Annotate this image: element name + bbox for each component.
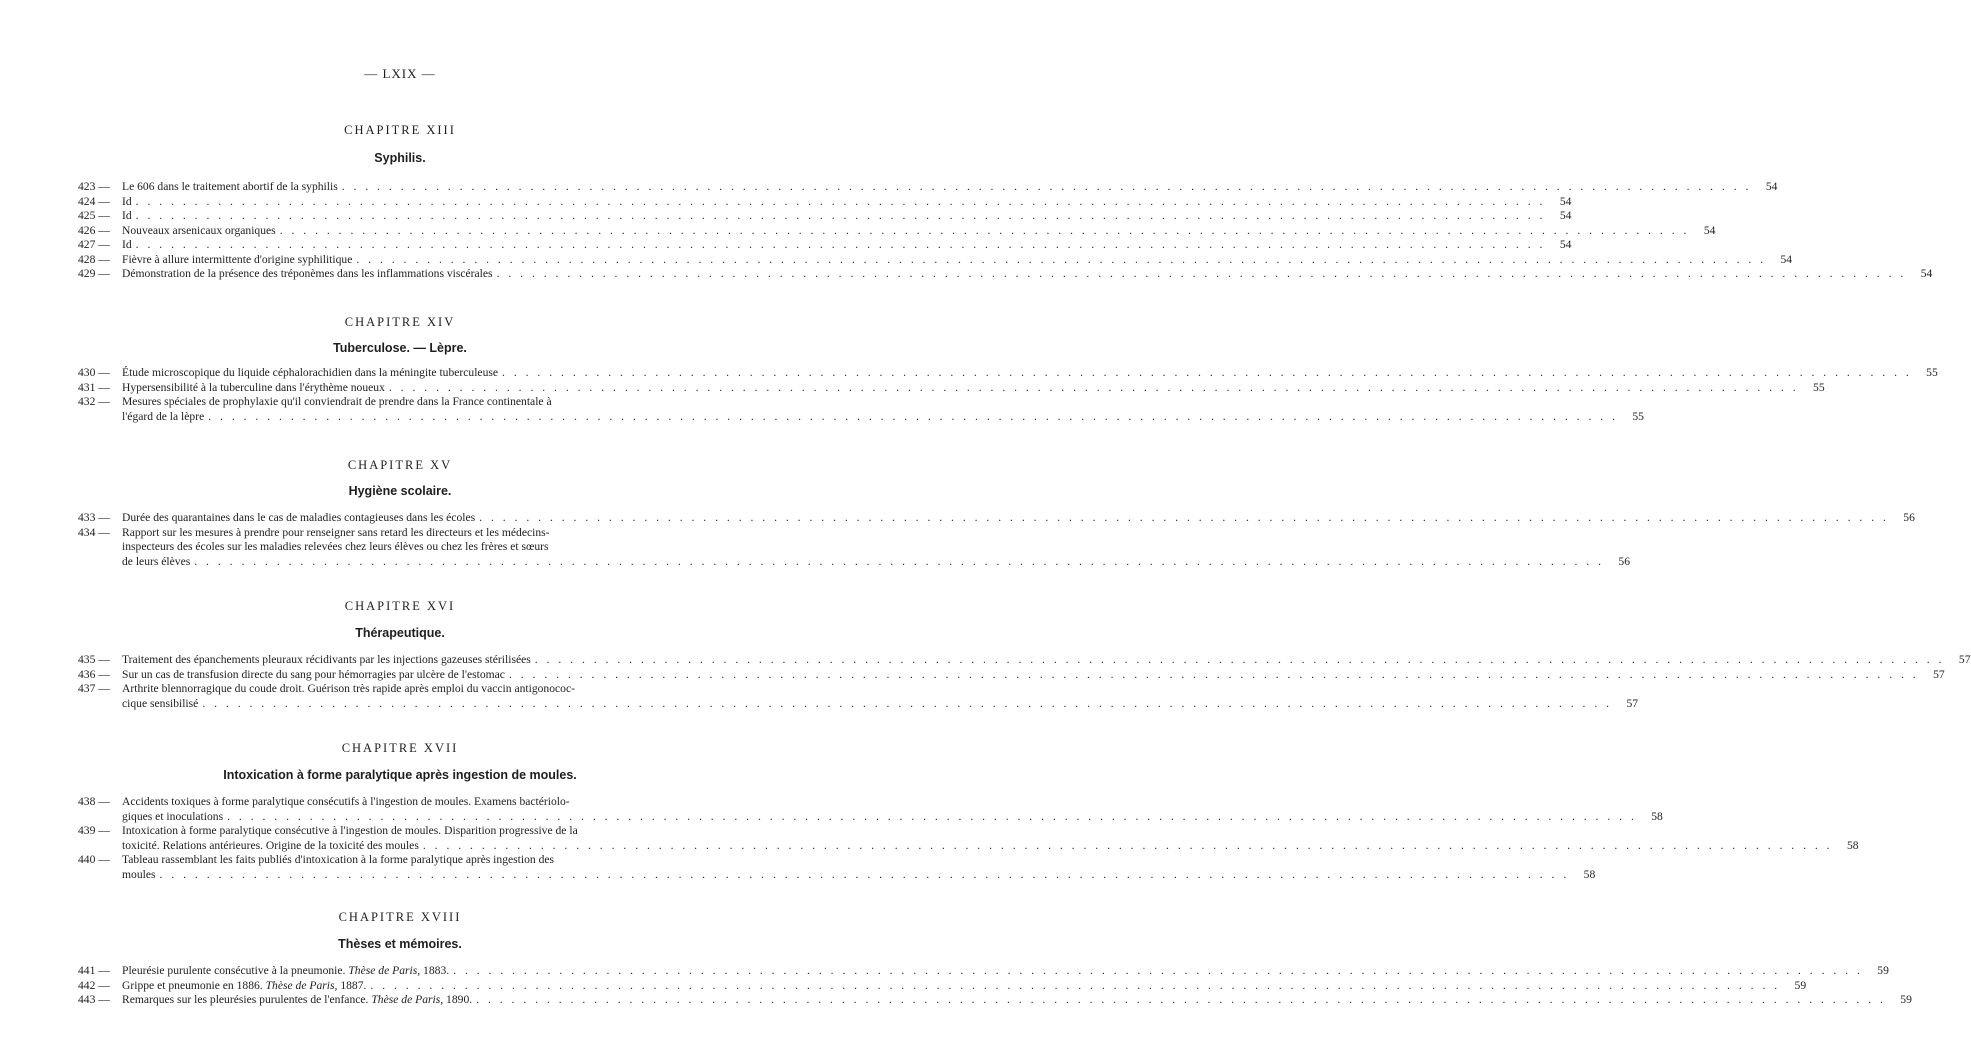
chapter-heading-xiv: CHAPITRE XIV (344, 315, 456, 329)
entry-title: Remarques sur les pleurésies purulentes de l'enfance. (122, 993, 369, 1006)
entry-number: 442 — (78, 978, 110, 992)
entry-title: Arthrite blennorragique du coude droit. Guérison très rapide après emploi du vaccin antigonococ- (122, 682, 575, 695)
toc-entry-section (78, 180, 1933, 282)
entry-title: Hypersensibilité à la tuberculine dans l'érythème noueux (122, 380, 385, 394)
chapter-subject-hygiene: Hygiène scolaire. (348, 484, 452, 498)
entry-title: Mesures spéciales de prophylaxie qu'il conviendrait de prendre dans la France continentale à (122, 395, 552, 408)
entry-number: 426 — (78, 223, 110, 237)
leader-dots (160, 868, 1570, 883)
toc-entry (78, 366, 1938, 381)
entry-page: 55 (1813, 380, 1825, 394)
leader-dots (136, 209, 1546, 224)
leader-dots (535, 653, 1945, 668)
entry-page: 59 (1900, 993, 1912, 1006)
toc-entry (78, 526, 708, 541)
entry-page: 56 (1903, 511, 1915, 524)
entry-page: 54 (1559, 238, 1572, 251)
chapter-heading-xvi: CHAPITRE XVI (344, 599, 456, 613)
leader-dots (208, 410, 1618, 425)
entry-page: 59 (1877, 964, 1889, 977)
leader-dots (423, 839, 1833, 854)
toc-entry-section (78, 366, 1938, 424)
chapter-heading-xv: CHAPITRE XV (347, 458, 453, 472)
entry-year: 1890. (443, 993, 473, 1006)
chapter-subject-tuberculose: Tuberculose. — Lèpre. (333, 341, 467, 355)
toc-entry (78, 824, 708, 839)
toc-entry-continuation (78, 554, 1630, 570)
entry-citation: Thèse de Paris, (348, 964, 421, 977)
toc-entry-section (78, 511, 1915, 569)
entry-page: 54 (1780, 252, 1793, 266)
entry-number: 425 — (78, 209, 110, 222)
leader-dots (136, 195, 1546, 210)
entry-number: 423 — (78, 180, 110, 193)
entry-page: 54 (1559, 194, 1572, 208)
entry-number: 433 — (78, 511, 110, 524)
toc-entry (78, 795, 708, 810)
entry-citation: Thèse de Paris, (371, 993, 444, 1006)
toc-entry-section (78, 964, 1912, 1008)
entry-title: Id (122, 209, 132, 222)
entry-number: 429 — (78, 267, 110, 280)
entry-title: Pleurésie purulente consécutive à la pneumonie. (122, 964, 346, 977)
leader-dots (136, 238, 1546, 253)
entry-page: 54 (1920, 267, 1933, 280)
entry-title: cique sensibilisé (122, 696, 199, 710)
entry-year: 1887. (337, 978, 367, 992)
entry-title: Accidents toxiques à forme paralytique consécutifs à l'ingestion de moules. Examens bactériolo- (122, 795, 570, 808)
toc-entry (78, 964, 1889, 979)
entry-page: 54 (1559, 209, 1572, 222)
entry-page: 54 (1765, 180, 1778, 193)
entry-number: 430 — (78, 366, 110, 379)
entry-page: 56 (1618, 554, 1630, 568)
leader-dots (202, 697, 1612, 712)
leader-dots (453, 964, 1863, 979)
entry-page: 55 (1632, 409, 1644, 423)
toc-entry-section (78, 653, 1971, 711)
leader-dots (476, 993, 1886, 1008)
entry-number: 431 — (78, 380, 110, 394)
entry-page: 58 (1651, 809, 1663, 823)
entry-number: 434 — (78, 525, 110, 539)
toc-entry (78, 180, 1778, 195)
leader-dots (342, 180, 1752, 195)
entry-title: giques et inoculations (122, 809, 224, 823)
entry-title: l'égard de la lèpre (122, 409, 205, 423)
leader-dots (194, 555, 1604, 570)
entry-title: Sur un cas de transfusion directe du sang pour hémorragies par ulcère de l'estomac (122, 667, 505, 681)
toc-entry-continuation (78, 409, 1644, 425)
entry-page: 58 (1846, 838, 1859, 852)
toc-entry-section (78, 795, 1859, 882)
page-folio: — LXIX — (364, 66, 436, 81)
chapter-subject-syphilis: Syphilis. (374, 151, 426, 165)
entry-title: Traitement des épanchements pleuraux récidivants par les injections gazeuses stérilisées (122, 653, 531, 666)
chapter-heading-xviii: CHAPITRE XVIII (338, 910, 462, 924)
entry-page: 57 (1958, 653, 1971, 666)
entry-title: toxicité. Relations antérieures. Origine de la toxicité des moules (122, 838, 419, 852)
chapter-heading-xvii: CHAPITRE XVII (341, 741, 459, 755)
entry-year: 1883. (420, 964, 450, 977)
entry-number: 440 — (78, 853, 110, 866)
toc-entry (78, 209, 1572, 224)
toc-entry (78, 223, 1716, 239)
toc-entry (78, 993, 1912, 1008)
entry-number: 439 — (78, 824, 110, 837)
entry-number: 443 — (78, 993, 110, 1006)
chapter-heading-xiii: CHAPITRE XIII (344, 123, 456, 137)
toc-entry (78, 252, 1793, 268)
entry-title: Tableau rassemblant les faits publiés d'intoxication à la forme paralytique après ingestion des (122, 853, 555, 866)
entry-title: Démonstration de la présence des tréponèmes dans les inflammations viscérales (122, 267, 493, 280)
toc-entry-continuation (78, 540, 708, 555)
toc-entry (78, 395, 708, 410)
toc-entry (78, 267, 1933, 282)
entry-title: Intoxication à forme paralytique consécutive à l'ingestion de moules. Disparition progressive de la (122, 824, 578, 837)
leader-dots (356, 253, 1766, 268)
toc-entry-continuation (78, 696, 1639, 712)
entry-title: Rapport sur les mesures à prendre pour renseigner sans retard les directeurs et les médecins- (122, 525, 550, 539)
entry-citation: Thèse de Paris, (265, 978, 338, 992)
entry-title: Étude microscopique du liquide céphalorachidien dans la méningite tuberculeuse (122, 366, 499, 379)
entry-title: Fièvre à allure intermittente d'origine syphilitique (122, 252, 353, 266)
toc-entry (78, 511, 1915, 526)
chapter-subject-theses: Thèses et mémoires. (338, 937, 462, 951)
entry-number: 438 — (78, 795, 110, 808)
entry-page: 59 (1794, 978, 1807, 992)
toc-entry (78, 380, 1825, 396)
leader-dots (479, 511, 1889, 526)
entry-title: Id (122, 238, 132, 251)
toc-entry (78, 978, 1807, 994)
toc-entry (78, 853, 708, 868)
entry-title: Nouveaux arsenicaux organiques (122, 223, 276, 237)
chapter-subject-intoxication: Intoxication à forme paralytique après ingestion de moules. (223, 768, 577, 782)
entry-number: 428 — (78, 252, 110, 266)
toc-entry (78, 194, 1572, 210)
leader-dots (370, 979, 1780, 994)
entry-title: Durée des quarantaines dans le cas de maladies contagieuses dans les écoles (122, 511, 476, 524)
entry-page: 55 (1926, 366, 1938, 379)
toc-entry-continuation (78, 838, 1859, 854)
entry-number: 436 — (78, 667, 110, 681)
entry-number: 435 — (78, 653, 110, 666)
chapter-subject-therapeutique: Thérapeutique. (355, 626, 445, 640)
entry-page: 54 (1703, 223, 1716, 237)
leader-dots (497, 267, 1907, 282)
toc-entry (78, 667, 1945, 683)
leader-dots (389, 381, 1799, 396)
entry-title: inspecteurs des écoles sur les maladies relevées chez leurs élèves ou chez les frères et sœurs (122, 540, 549, 553)
entry-title: moules (122, 867, 156, 881)
entry-number: 427 — (78, 238, 110, 251)
entry-number: 424 — (78, 194, 110, 208)
entry-title: Grippe et pneumonie en 1886. (122, 978, 263, 992)
entry-number: 441 — (78, 964, 110, 977)
entry-number: 432 — (78, 395, 110, 408)
toc-entry (78, 238, 1572, 253)
leader-dots (227, 810, 1637, 825)
toc-entry-continuation (78, 867, 1596, 883)
entry-title: de leurs élèves (122, 554, 191, 568)
leader-dots (502, 366, 1912, 381)
entry-title: Id (122, 194, 132, 208)
leader-dots (280, 224, 1690, 239)
entry-page: 57 (1933, 667, 1945, 681)
toc-entry (78, 682, 708, 697)
leader-dots (509, 668, 1919, 683)
entry-page: 58 (1583, 867, 1596, 881)
toc-entry-continuation (78, 809, 1663, 825)
entry-page: 57 (1626, 696, 1639, 710)
toc-entry (78, 653, 1971, 668)
entry-number: 437 — (78, 682, 110, 695)
entry-title: Le 606 dans le traitement abortif de la syphilis (122, 180, 338, 193)
